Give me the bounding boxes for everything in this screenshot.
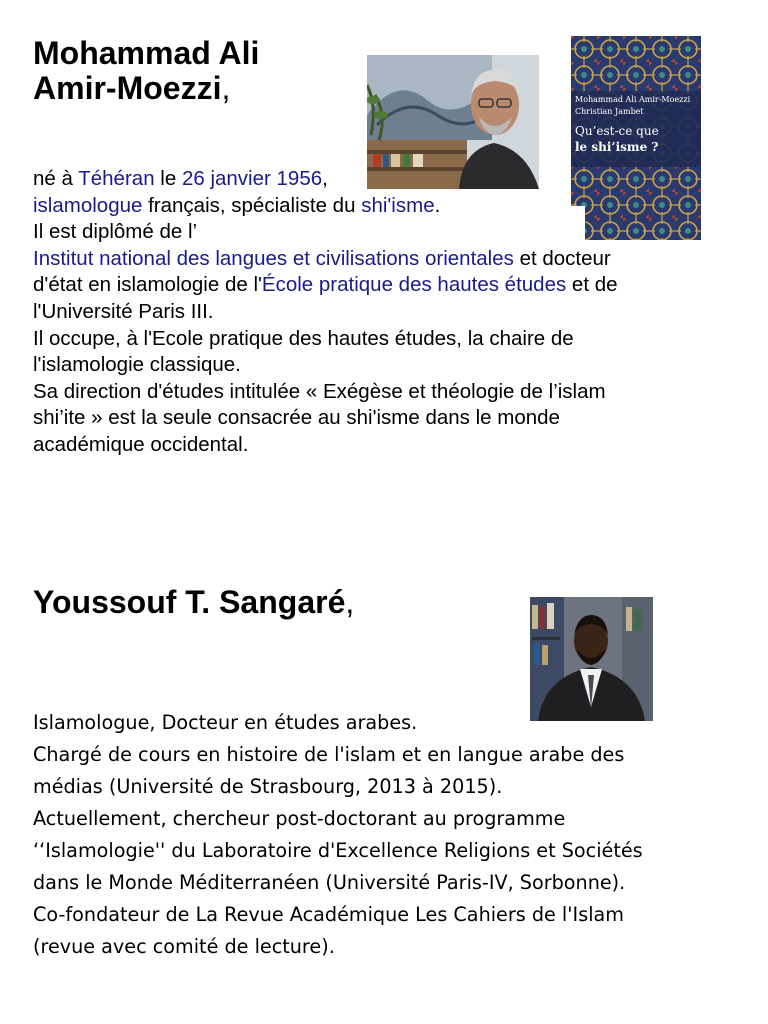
person1-name (33, 36, 363, 106)
bio1-text: né à (33, 167, 79, 190)
bio1-text: . (434, 193, 441, 217)
bio1-text: le (154, 167, 182, 190)
bio1-line: Il occupe, à l'Ecole pratique des hautes études, la chaire de (33, 326, 574, 350)
bio2-line: Chargé de cours en histoire de l'islam et en langue arabe des (33, 743, 625, 766)
link-ephe[interactable]: École pratique des hautes études (261, 273, 567, 297)
link-teheran[interactable]: Téhéran (78, 167, 155, 190)
book-authors-line1: Mohammad Ali Amir-Moezzi (575, 95, 691, 104)
bio2-line: dans le Monde Méditerranéen (Université Paris-IV, Sorbonne). (33, 871, 626, 894)
bio1-line: Sa direction d'études intitulée « Exégèse et théologie de l’islam (33, 379, 606, 403)
bio2-line: ‘‘Islamologie'' du Laboratoire d'Excellence Religions et Sociétés (33, 839, 643, 862)
bio1-text: , (322, 167, 328, 190)
bio2-line: Actuellement, chercheur post-doctorant au programme (33, 807, 566, 830)
bio1-text: et docteur (513, 246, 611, 270)
book-title-line2: le shi’isme ? (575, 140, 659, 154)
bio1-line: Il est diplômé de l’ (33, 220, 198, 244)
person1-bio (33, 166, 733, 459)
book-title-line1: Qu’est-ce que (575, 124, 659, 138)
link-shiisme[interactable]: shi'isme (361, 193, 435, 217)
bio2-line: Islamologue, Docteur en études arabes. (33, 711, 418, 734)
link-birthdate[interactable]: 26 janvier 1956 (181, 167, 323, 190)
bio1-line: l'islamologie classique. (33, 353, 241, 377)
person1-name-line1: Mohammad Ali (33, 35, 260, 71)
bio1-text: d'état en islamologie de l' (33, 273, 262, 297)
person2-name (33, 583, 513, 621)
person1-name-comma: , (221, 70, 231, 106)
bio2-line: Co-fondateur de La Revue Académique Les Cahiers de l'Islam (33, 903, 624, 926)
book-authors-line2: Christian Jambet (575, 107, 644, 116)
link-islamologue[interactable]: islamologue (33, 193, 143, 217)
bio1-text: et de (566, 273, 618, 297)
person2-bio (33, 707, 753, 963)
bio2-line: médias (Université de Strasbourg, 2013 à 2015). (33, 775, 503, 798)
person2-name-text: Youssouf T. Sangaré (33, 584, 346, 620)
bio2-line: (revue avec comité de lecture). (33, 935, 335, 958)
bio1-line: académique occidental. (33, 432, 249, 456)
link-inalco[interactable]: Institut national des langues et civilisations orientales (33, 246, 514, 270)
bio1-text: français, spécialiste du (142, 193, 362, 217)
bio1-line: shi’ite » est la seule consacrée au shi'isme dans le monde (33, 406, 560, 430)
person2-name-comma: , (345, 584, 355, 620)
person1-name-line2: Amir-Moezzi (33, 70, 222, 106)
bio1-line: l'Université Paris III. (33, 299, 214, 323)
person2-portrait (530, 597, 653, 721)
